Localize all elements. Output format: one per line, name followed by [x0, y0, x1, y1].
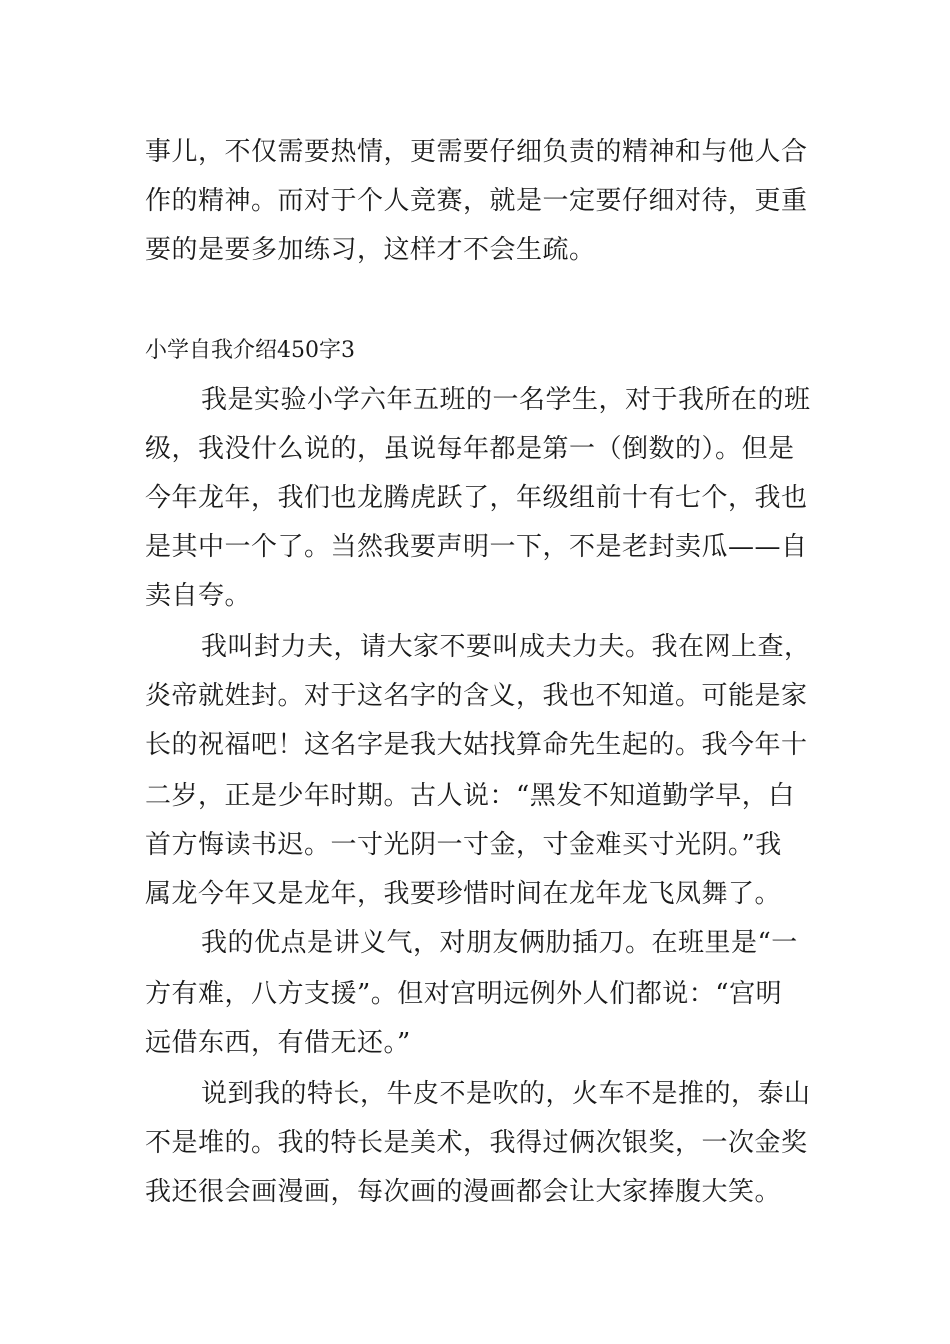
text-line: 作的精神。而对于个人竞赛，就是一定要仔细对待，更重 [145, 186, 808, 216]
text-line: 要的是要多加练习，这样才不会生疏。 [145, 235, 596, 265]
paragraph-1-line-5: 卖自夸。 [145, 581, 252, 611]
paragraph-3-line-3: 远借东西，有借无还。” [145, 1028, 411, 1058]
paragraph-3-line-2: 方有难，八方支援”。但对宫明远例外人们都说：“宫明 [145, 979, 783, 1009]
paragraph-4-line-2: 不是堆的。我的特长是美术，我得过俩次银奖，一次金奖 [145, 1128, 808, 1158]
paragraph-4-line-1: 说到我的特长，牛皮不是吹的，火车不是推的，泰山 [201, 1079, 811, 1109]
paragraph-1-line-4: 是其中一个了。当然我要声明一下，不是老封卖瓜——自 [145, 532, 808, 562]
paragraph-4-line-3: 我还很会画漫画，每次画的漫画都会让大家捧腹大笑。 [145, 1177, 782, 1207]
paragraph-2-line-1: 我叫封力夫，请大家不要叫成夫力夫。我在网上查， [201, 632, 811, 662]
paragraph-2-line-5: 首方悔读书迟。一寸光阴一寸金，寸金难买寸光阴。”我 [145, 830, 782, 860]
paragraph-1-line-1: 我是实验小学六年五班的一名学生，对于我所在的班 [201, 385, 811, 415]
paragraph-2-line-4: 二岁，正是少年时期。古人说：“黑发不知道勤学早，白 [145, 781, 795, 811]
paragraph-1-line-2: 级，我没什么说的，虽说每年都是第一（倒数的）。但是 [145, 434, 795, 464]
paragraph-2-line-6: 属龙今年又是龙年，我要珍惜时间在龙年龙飞凤舞了。 [145, 879, 782, 909]
paragraph-2-line-2: 炎帝就姓封。对于这名字的含义，我也不知道。可能是家 [145, 681, 808, 711]
paragraph-3-line-1: 我的优点是讲义气，对朋友俩肋插刀。在班里是“一 [201, 928, 798, 958]
paragraph-2-line-3: 长的祝福吧！这名字是我大姑找算命先生起的。我今年十 [145, 730, 808, 760]
text-line: 事儿，不仅需要热情，更需要仔细负责的精神和与他人合 [145, 137, 808, 167]
paragraph-1-line-3: 今年龙年，我们也龙腾虎跃了，年级组前十有七个，我也 [145, 483, 808, 513]
section-title: 小学自我介绍450字3 [145, 338, 355, 363]
